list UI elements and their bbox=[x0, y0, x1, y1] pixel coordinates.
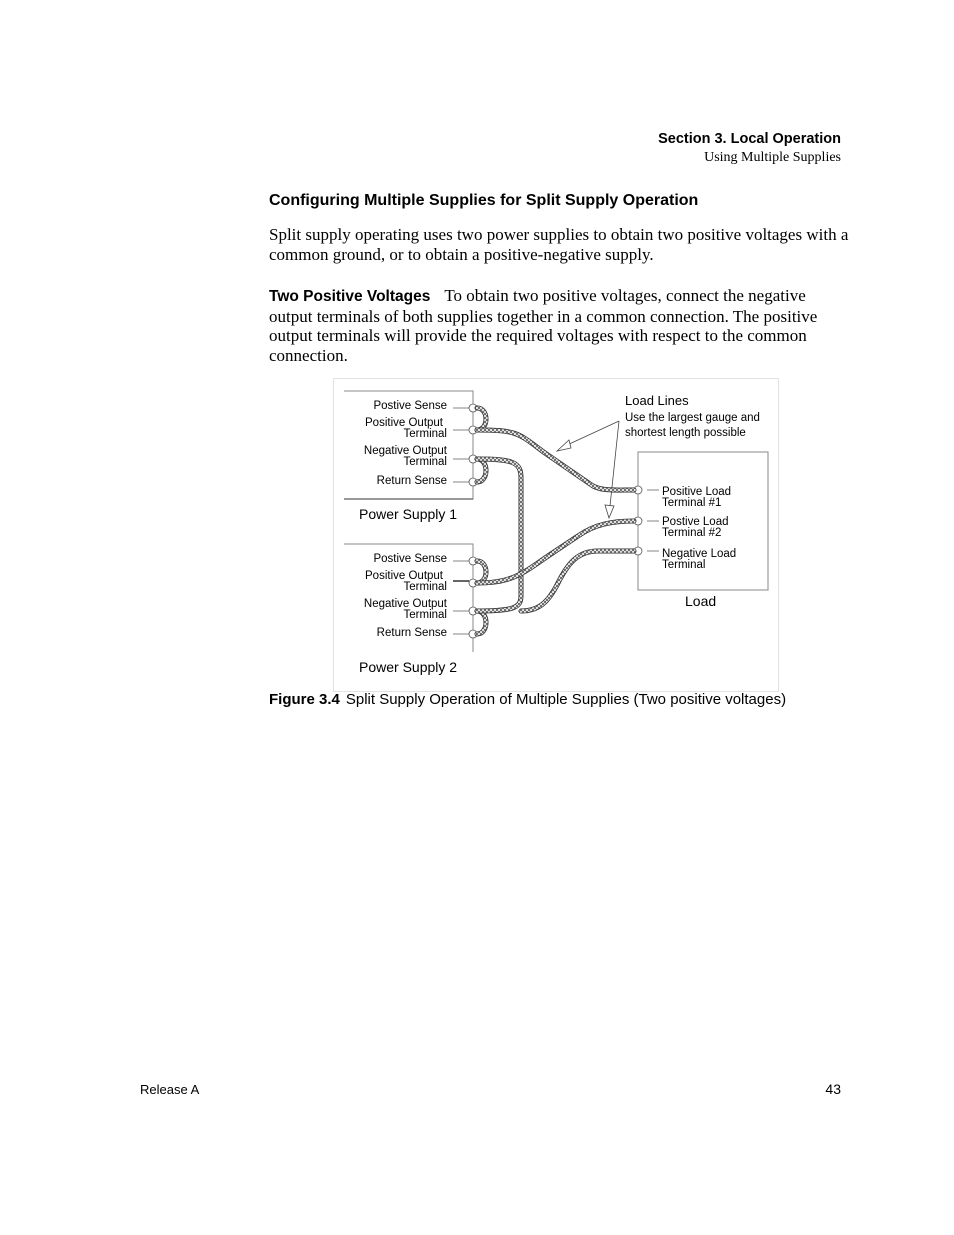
runin-heading: Two Positive Voltages bbox=[269, 288, 431, 305]
ps1-return-label: Return Sense bbox=[376, 475, 447, 487]
ps2-sense-label: Postive Sense bbox=[373, 553, 447, 565]
figure-caption-text: Split Supply Operation of Multiple Supplies (Two positive voltages) bbox=[345, 691, 787, 708]
ps2-name: Power Supply 2 bbox=[359, 659, 458, 675]
intro-paragraph: Split supply operating uses two power supplies to obtain two positive voltages with a common ground, or to obtain a positive-negative supply. bbox=[269, 225, 849, 264]
power-supply-1 bbox=[344, 391, 477, 522]
ps1-name: Power Supply 1 bbox=[359, 506, 458, 522]
ps1-pos-output-label: Positive Output bbox=[365, 417, 443, 429]
ps1-sense-label: Postive Sense bbox=[373, 400, 447, 412]
ps2-return-label: Return Sense bbox=[376, 627, 447, 639]
ps1-neg-output-label-2: Terminal bbox=[403, 456, 447, 468]
ps2-neg-output-label-2: Terminal bbox=[403, 609, 447, 621]
ps1-sense-jumper bbox=[477, 408, 486, 430]
load-name: Load bbox=[685, 593, 717, 609]
ps1-pos-output-label-2: Terminal bbox=[403, 428, 447, 440]
ps2-return-jumper bbox=[477, 611, 486, 634]
load-t1-label-2: Terminal #1 bbox=[662, 497, 722, 509]
ps1-neg-output-label: Negative Output bbox=[363, 445, 447, 457]
ps2-neg-output-label: Negative Output bbox=[363, 598, 447, 610]
load-lines-note-1: Use the largest gauge and bbox=[625, 412, 760, 424]
ps2-pos-output-label-2: Terminal bbox=[403, 581, 447, 593]
two-positive-text: To obtain two positive voltages, connect the negative output terminals of both supplies together in a common connection. The positive output terminals will provide the required voltages with respect to the common connection. bbox=[269, 286, 818, 366]
split-supply-figure bbox=[333, 378, 779, 692]
power-supply-2 bbox=[344, 544, 477, 675]
load-t3-label: Negative Load bbox=[662, 548, 737, 560]
release-label: Release A bbox=[140, 1082, 200, 1097]
wiring-diagram bbox=[333, 378, 779, 692]
ps1-return-jumper bbox=[477, 459, 486, 482]
cables bbox=[477, 408, 634, 634]
page-number: 43 bbox=[825, 1081, 841, 1097]
load-t2-label: Postive Load bbox=[662, 516, 729, 528]
ps2-sense-jumper bbox=[477, 561, 486, 583]
section-heading: Configuring Multiple Supplies for Split Supply Operation bbox=[269, 192, 699, 209]
subsection-header: Using Multiple Supplies bbox=[704, 150, 841, 165]
load-t1-label: Positive Load bbox=[662, 486, 732, 498]
figure-label: Figure 3.4 bbox=[269, 691, 340, 708]
load-box bbox=[634, 452, 768, 609]
figure-caption bbox=[269, 691, 786, 708]
load-t3-label-2: Terminal bbox=[662, 559, 706, 571]
load-lines-title: Load Lines bbox=[625, 393, 689, 408]
two-positive-paragraph bbox=[269, 286, 849, 366]
load-lines-note-2: shortest length possible bbox=[625, 427, 746, 439]
load-t2-label-2: Terminal #2 bbox=[662, 527, 722, 539]
section-header: Section 3. Local Operation bbox=[658, 131, 841, 147]
ps2-pos-output-label: Positive Output bbox=[365, 570, 443, 582]
